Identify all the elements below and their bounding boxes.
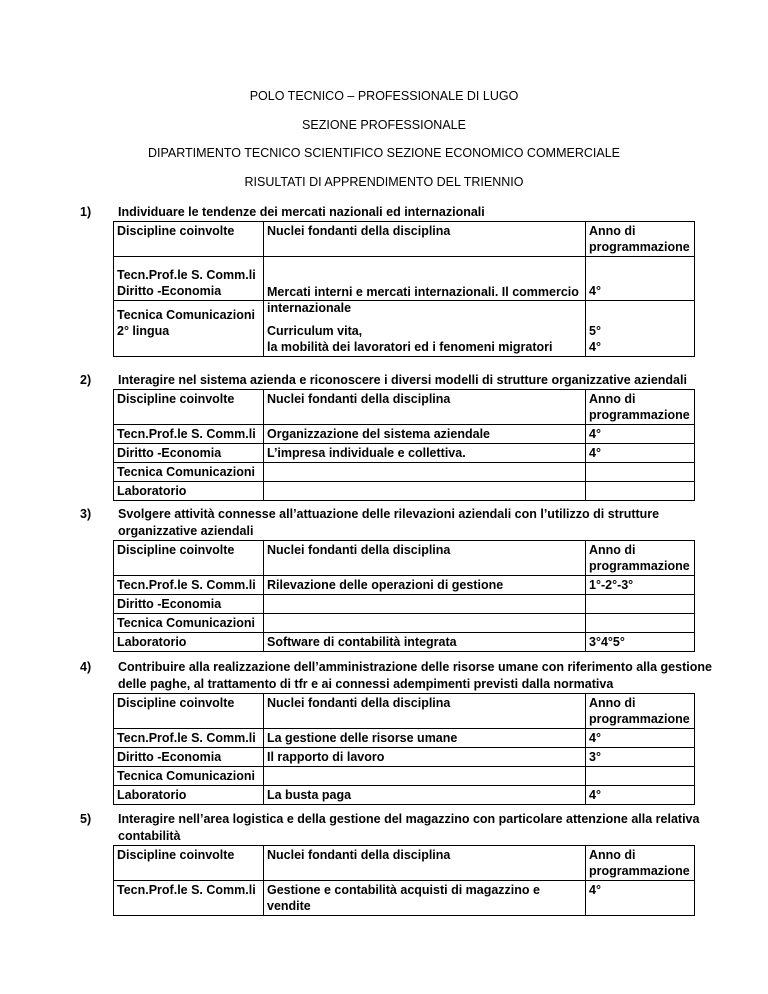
outcome-section-1 xyxy=(80,204,720,357)
table-cell: 4° xyxy=(586,257,695,301)
outcome-table xyxy=(113,693,695,805)
section-number: 5) xyxy=(80,812,92,826)
outcome-section-5 xyxy=(80,811,720,916)
table-row: Tecn.Prof.le S. Comm.li Organizzazione del sistema aziendale 4° xyxy=(114,425,695,444)
table-header-row xyxy=(114,846,695,881)
table-cell: 5° 4° xyxy=(586,301,695,357)
table-header-row xyxy=(114,694,695,729)
table-header-row xyxy=(114,390,695,425)
header-core-topics: Nuclei fondanti della disciplina xyxy=(264,541,586,576)
table-row: Tecnica Comunicazioni xyxy=(114,767,695,786)
section-heading: Individuare le tendenze dei mercati nazionali ed internazionali xyxy=(118,205,485,219)
table-cell: Curriculum vita, la mobilità dei lavoratori ed i fenomeni migratori xyxy=(264,301,586,357)
table-row xyxy=(114,301,695,357)
section-number: 3) xyxy=(80,507,92,521)
header-disciplines: Discipline coinvolte xyxy=(114,541,264,576)
table-row xyxy=(114,257,695,301)
table-row: Diritto -Economia Il rapporto di lavoro 3° xyxy=(114,748,695,767)
section-number: 4) xyxy=(80,660,92,674)
school-title: POLO TECNICO – PROFESSIONALE DI LUGO xyxy=(249,89,519,103)
header-core-topics: Nuclei fondanti della disciplina xyxy=(264,390,586,425)
header-disciplines: Discipline coinvolte xyxy=(114,222,264,257)
table-row: Tecnica Comunicazioni xyxy=(114,614,695,633)
table-cell: Tecnica Comunicazioni 2° lingua xyxy=(114,301,264,357)
table-cell: Mercati interni e mercati internazionali. Il commercio internazionale xyxy=(264,257,586,301)
section-heading: Svolgere attività connesse all’attuazione delle rilevazioni aziendali con l’utilizzo di strutture organizzative aziendali xyxy=(118,507,660,538)
table-row: Diritto -Economia L’impresa individuale e collettiva. 4° xyxy=(114,444,695,463)
outcome-section-2 xyxy=(80,372,720,501)
section-heading: Interagire nel sistema azienda e riconoscere i diversi modelli di strutture organizzative aziendali xyxy=(118,373,687,387)
outcome-table xyxy=(113,540,695,652)
outcome-table xyxy=(113,221,695,357)
section-heading: Interagire nell’area logistica e della gestione del magazzino con particolare attenzione alla relativa contabilità xyxy=(118,812,700,843)
table-row: Laboratorio Software di contabilità integrata 3°4°5° xyxy=(114,633,695,652)
section-number: 1) xyxy=(80,205,92,219)
table-header-row xyxy=(114,541,695,576)
header-year: Anno di programmazione xyxy=(586,222,695,257)
department-title: DIPARTIMENTO TECNICO SCIENTIFICO SEZIONE ECONOMICO COMMERCIALE xyxy=(147,146,621,160)
table-row: Tecnica Comunicazioni xyxy=(114,463,695,482)
header-disciplines: Discipline coinvolte xyxy=(114,846,264,881)
table-header-row xyxy=(114,222,695,257)
header-core-topics: Nuclei fondanti della disciplina xyxy=(264,222,586,257)
outcome-section-4 xyxy=(80,659,720,805)
header-disciplines: Discipline coinvolte xyxy=(114,390,264,425)
table-cell: Tecn.Prof.le S. Comm.li Diritto -Economia xyxy=(114,257,264,301)
document-subject: RISULTATI DI APPRENDIMENTO DEL TRIENNIO xyxy=(244,175,524,189)
header-disciplines: Discipline coinvolte xyxy=(114,694,264,729)
section-heading: Contribuire alla realizzazione dell’amministrazione delle risorse umane con riferimento alla gestione delle paghe, al trattamento di tfr e ai connessi adempimenti previsti dalla normativa xyxy=(118,660,712,691)
outcome-table xyxy=(113,845,695,916)
header-year: Anno di programmazione xyxy=(586,694,695,729)
section-number: 2) xyxy=(80,373,92,387)
table-row: Tecn.Prof.le S. Comm.li Rilevazione delle operazioni di gestione 1°-2°-3° xyxy=(114,576,695,595)
table-row: Tecn.Prof.le S. Comm.li Gestione e contabilità acquisti di magazzino e vendite 4° xyxy=(114,881,695,916)
outcome-table xyxy=(113,389,695,501)
table-row: Tecn.Prof.le S. Comm.li La gestione delle risorse umane 4° xyxy=(114,729,695,748)
table-row: Laboratorio xyxy=(114,482,695,501)
header-core-topics: Nuclei fondanti della disciplina xyxy=(264,694,586,729)
header-year: Anno di programmazione xyxy=(586,541,695,576)
header-core-topics: Nuclei fondanti della disciplina xyxy=(264,846,586,881)
header-year: Anno di programmazione xyxy=(586,846,695,881)
header-year: Anno di programmazione xyxy=(586,390,695,425)
section-title: SEZIONE PROFESSIONALE xyxy=(302,118,466,132)
outcome-section-3 xyxy=(80,506,720,652)
table-row: Laboratorio La busta paga 4° xyxy=(114,786,695,805)
table-row: Diritto -Economia xyxy=(114,595,695,614)
